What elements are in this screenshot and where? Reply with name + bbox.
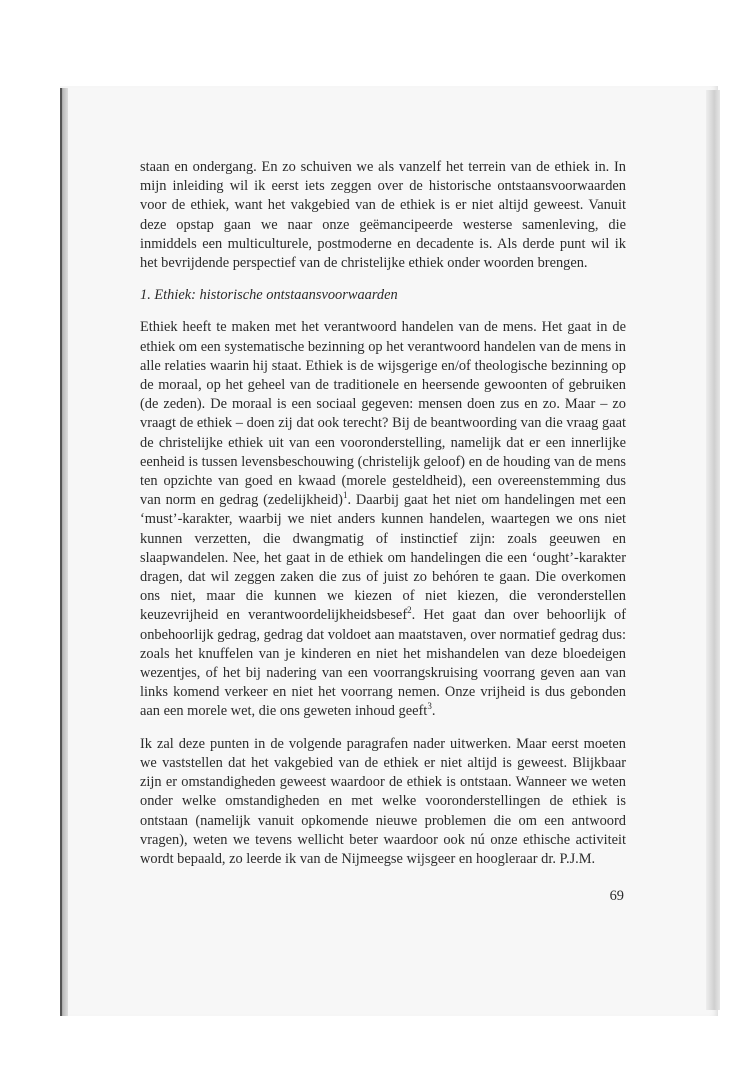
footnote-ref-1: 1: [342, 490, 348, 501]
ethics-paragraph: [140, 318, 626, 721]
ethics-paragraph-part-3: . Het gaat dan over behoorlijk of onbehoorlijk gedrag, gedrag dat voldoet aan maatstaven, over normatief gedrag dus: zoals het knuffelen van je kinderen en niet het mishandelen van deze bloedeigen wezentjes, of het bij nadering van een voorrangskruising voorrang geven aan van links komend verkeer en niet het voorrang nemen. Onze vrijheid is dus gebonden aan een morele wet, die ons geweten inhoud geeft: [140, 607, 626, 720]
ethics-paragraph-part-1: Ethiek heeft te maken met het verantwoord handelen van de mens. Het gaat in de ethiek om een systematische bezinning op het verantwoord handelen van de mens in alle relaties waarin hij staat. Ethiek is de wijsgerige en/of theologische bezinning op de moraal, op het geheel van de traditionele en heersende gewoonten of gebruiken (de zeden). De moraal is een sociaal gegeven: mensen doen zus en zo. Maar – zo vraagt de ethiek – doen zij dat ook terecht? Bij de beantwoording van die vraag gaat de christelijke ethiek uit van een vooronderstelling, namelijk dat er een innerlijke eenheid is tussen levensbeschouwing (christelijk geloof) en de houding van de mens ten opzichte van goed en kwaad (morele gesteldheid), een overeenstemming dus van norm en gedrag (zedelijkheid): [140, 319, 626, 509]
intro-paragraph: staan en ondergang. En zo schuiven we als vanzelf het terrein van de ethiek in. In mijn inleiding wil ik eerst iets zeggen over de historische ontstaansvoorwaarden voor de ethiek, want het vakgebied van de ethiek is er niet altijd geweest. Vanuit deze opstap gaan we naar onze geëmancipeerde westerse samenleving, die inmiddels een multiculturele, postmoderne en decadente is. Als derde punt wil ik het bevrijdende perspectief van de christelijke ethiek onder woorden brengen.: [140, 159, 626, 272]
outlook-paragraph: Ik zal deze punten in de volgende paragrafen nader uitwerken. Maar eerst moeten we vaststellen dat het vakgebied van de ethiek er niet altijd is geweest. Blijkbaar zijn er omstandigheden geweest waardoor de ethiek is ontstaan. Wanneer we weten onder welke omstandigheden en met welke vooronderstellingen de ethiek is ontstaan (namelijk vanuit opkomende nieuwe problemen die om een antwoord vragen), weten we tevens wellicht beter waardoor ook nú onze ethische activiteit wordt bepaald, zo leerde ik van de Nijmeegse wijsgeer en hoogleraar dr. P.J.M.: [140, 735, 626, 867]
page-number: 69: [609, 888, 624, 904]
body-text: [140, 158, 626, 869]
page-edge-shadow: [706, 90, 720, 1010]
ethics-paragraph-part-4: .: [431, 703, 436, 720]
spine-line: [60, 88, 62, 1016]
ethics-paragraph-part-2: . Daarbij gaat het niet om handelingen met een ‘must’-karakter, waarbij we niet anders kunnen handelen, waartegen we ons niet kunnen verzetten, die dwangmatig of instinctief zijn: zoals geeuwen en slaapwandelen. Nee, het gaat in de ethiek om handelingen die een ‘ought’-karakter dragen, dat wil zeggen zaken die zus of juist zo behóren te gaan. Die overkomen ons niet, maar die kunnen we kiezen of niet kiezen, die veronderstellen keuzevrijheid en verantwoordelijkheidsbesef: [140, 492, 626, 624]
section-heading: 1. Ethiek: historische ontstaansvoorwaarden: [140, 287, 398, 304]
footnote-ref-2: 2: [407, 605, 412, 616]
footnote-ref-3: 3: [427, 701, 432, 712]
